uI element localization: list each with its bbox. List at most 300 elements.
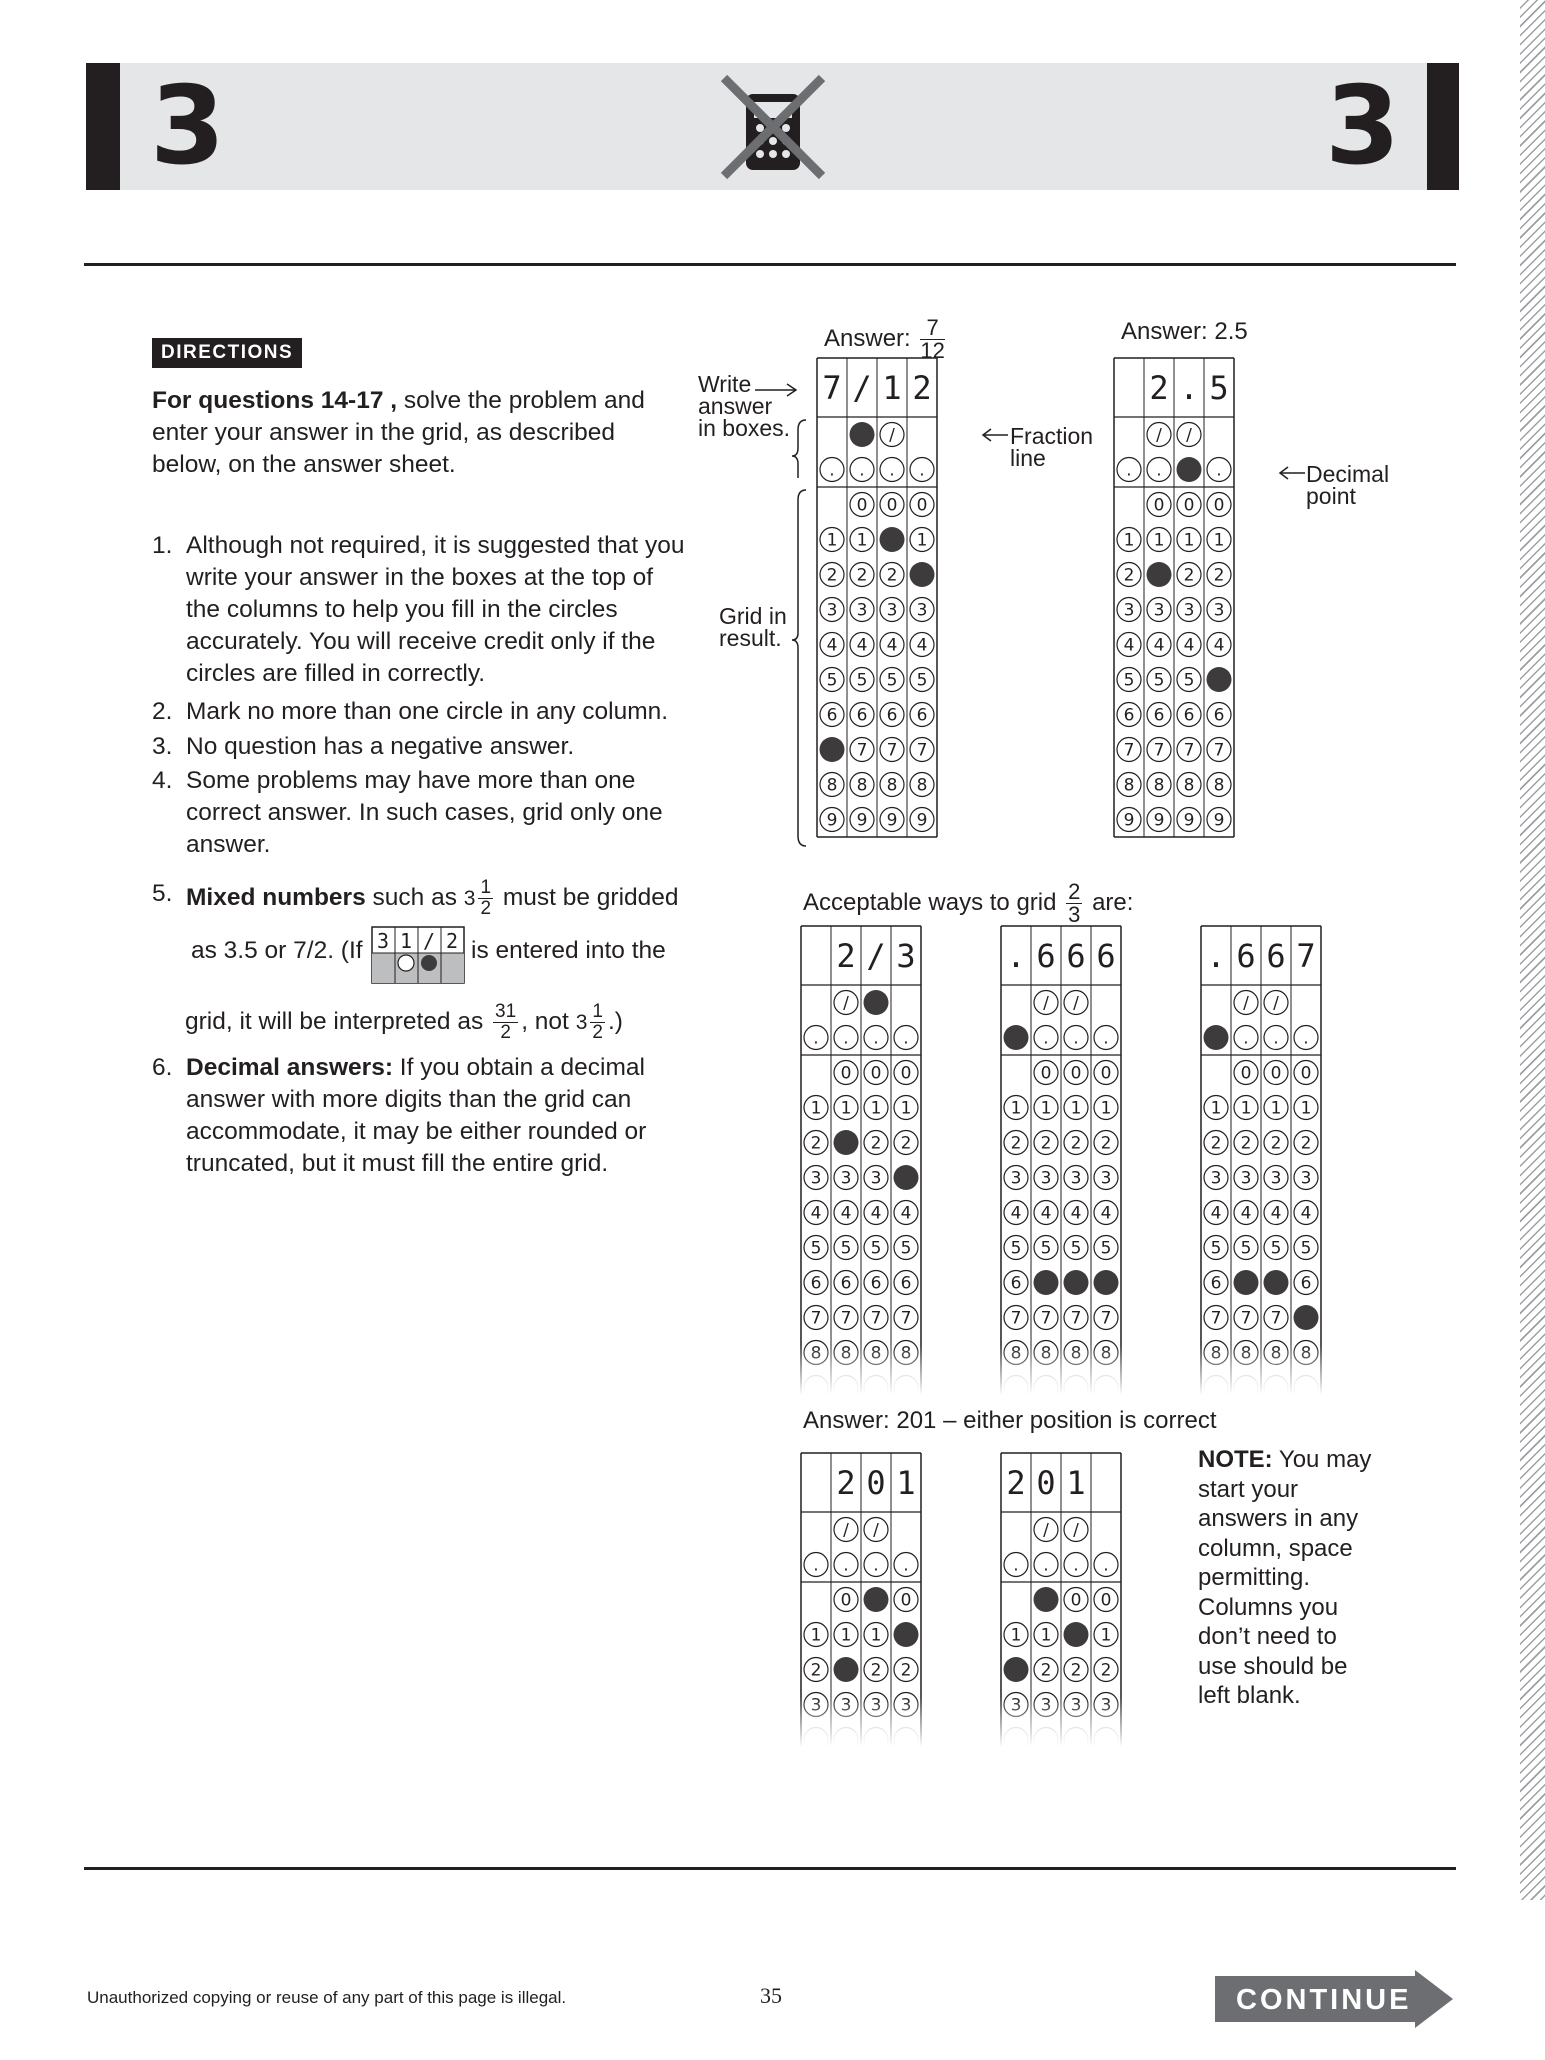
rule-5-line3b: , not — [521, 1007, 569, 1035]
svg-text:2: 2 — [886, 565, 898, 586]
svg-text:6: 6 — [1210, 1273, 1222, 1294]
rule-number: 5. — [152, 880, 173, 907]
svg-text:5: 5 — [1070, 1238, 1082, 1259]
svg-text:8: 8 — [1183, 775, 1195, 796]
svg-text:3: 3 — [1213, 600, 1225, 621]
answer-box-char: 6 — [1066, 937, 1086, 975]
svg-text:2: 2 — [1123, 565, 1135, 586]
svg-text:7: 7 — [1153, 740, 1165, 761]
svg-text:9: 9 — [886, 810, 898, 831]
svg-text:/: / — [1073, 1520, 1079, 1541]
frac-num: 7 — [920, 317, 944, 340]
svg-text:6: 6 — [1300, 1273, 1312, 1294]
svg-text:7: 7 — [1183, 740, 1195, 761]
directions-intro — [152, 385, 682, 481]
svg-text:1: 1 — [1070, 1098, 1082, 1119]
svg-text:8: 8 — [826, 775, 838, 796]
svg-text:3: 3 — [1210, 1168, 1222, 1189]
rule-text — [186, 1052, 692, 1180]
answer-box-char: 0 — [1036, 1464, 1056, 1502]
mixed-whole: 3 — [463, 886, 476, 910]
svg-text:1: 1 — [870, 1098, 882, 1119]
rule-number: 3. — [152, 733, 173, 760]
svg-text:.: . — [873, 1555, 879, 1576]
answer-box-char: / — [866, 937, 886, 975]
svg-text:2: 2 — [1240, 1133, 1252, 1154]
rule-number: 4. — [152, 767, 173, 794]
note-text: You may start your answers in any column, space permitting. Columns you don’t need to use should be left blank. — [1198, 1446, 1372, 1709]
mini-box-4: 2 — [445, 929, 459, 953]
svg-text:5: 5 — [856, 670, 868, 691]
note-line: answer — [698, 393, 773, 419]
svg-text:4: 4 — [900, 1203, 912, 1224]
svg-text:8: 8 — [886, 775, 898, 796]
answer-box-char: 2 — [1006, 1464, 1026, 1502]
answer-box-char: 3 — [896, 937, 916, 975]
frac-den: 2 — [480, 898, 492, 919]
svg-text:3: 3 — [886, 600, 898, 621]
svg-text:3: 3 — [1100, 1168, 1112, 1189]
svg-text:6: 6 — [900, 1273, 912, 1294]
svg-text:6: 6 — [916, 705, 928, 726]
svg-text:.: . — [1216, 460, 1222, 481]
svg-text:0: 0 — [1183, 495, 1195, 516]
svg-text:3: 3 — [856, 600, 868, 621]
svg-text:2: 2 — [1040, 1133, 1052, 1154]
svg-text:5: 5 — [1240, 1238, 1252, 1259]
svg-text:4: 4 — [916, 635, 928, 656]
intro-text: solve the problem and enter your answer in the grid, as described below, on the answer sheet. — [152, 387, 645, 478]
svg-text:1: 1 — [1213, 530, 1225, 551]
note-block — [1198, 1445, 1378, 1711]
svg-text:2: 2 — [1040, 1660, 1052, 1681]
svg-text:7: 7 — [1010, 1308, 1022, 1329]
svg-text:.: . — [1103, 1028, 1109, 1049]
svg-text:5: 5 — [1010, 1238, 1022, 1259]
svg-text:5: 5 — [1100, 1238, 1112, 1259]
note-line: point — [1306, 483, 1356, 509]
svg-text:9: 9 — [1183, 810, 1195, 831]
svg-text:/: / — [1073, 993, 1079, 1014]
svg-text:5: 5 — [840, 1238, 852, 1259]
svg-text:9: 9 — [856, 810, 868, 831]
rule-text-b: must be gridded — [496, 883, 679, 911]
svg-text:5: 5 — [810, 1238, 822, 1259]
rule-text: Although not required, it is suggested that you write your answer in the boxes at the top of the columns to help you fill in the circles accurately. You will receive credit only if the circles are filled in correctly. — [186, 532, 685, 687]
svg-text:3: 3 — [1070, 1168, 1082, 1189]
note-line: Write — [698, 371, 752, 397]
answer-box-char: . — [1006, 937, 1026, 975]
svg-text:4: 4 — [1210, 1203, 1222, 1224]
note-line: Grid in — [719, 603, 787, 629]
svg-text:4: 4 — [1270, 1203, 1282, 1224]
grid-svg — [999, 925, 1123, 1395]
rule-number: 2. — [152, 698, 173, 725]
note-bold: NOTE: — [1198, 1446, 1273, 1473]
svg-text:0: 0 — [1100, 1590, 1112, 1611]
answer-grid-666 — [999, 925, 1123, 1395]
svg-text:.: . — [1243, 1028, 1249, 1049]
svg-text:4: 4 — [870, 1203, 882, 1224]
grid-svg — [815, 357, 939, 839]
arrow-left-icon — [1278, 465, 1306, 486]
answer-grid-667 — [1199, 925, 1323, 1395]
svg-text:1: 1 — [1183, 530, 1195, 551]
svg-text:/: / — [1156, 425, 1162, 446]
rule-text-a: such as — [365, 883, 464, 911]
acceptable-text-a: Acceptable ways to grid — [803, 888, 1057, 916]
answer-2-5-label: Answer: 2.5 — [1121, 318, 1248, 345]
answer-label: Answer: — [824, 324, 911, 352]
svg-text:3: 3 — [1240, 1168, 1252, 1189]
svg-text:5: 5 — [1300, 1238, 1312, 1259]
svg-text:1: 1 — [1300, 1098, 1312, 1119]
svg-text:7: 7 — [870, 1308, 882, 1329]
svg-text:9: 9 — [1213, 810, 1225, 831]
answer-grid-201-left — [999, 1452, 1123, 1747]
svg-text:1: 1 — [840, 1625, 852, 1646]
svg-text:3: 3 — [1300, 1168, 1312, 1189]
svg-text:0: 0 — [916, 495, 928, 516]
answer-box-char: 6 — [1236, 937, 1256, 975]
svg-text:3: 3 — [1153, 600, 1165, 621]
acceptable-ways-label — [803, 881, 1133, 926]
frac-den: 12 — [920, 338, 945, 363]
svg-text:1: 1 — [826, 530, 838, 551]
svg-text:1: 1 — [810, 1098, 822, 1119]
note-line: Decimal — [1306, 461, 1390, 487]
svg-text:7: 7 — [1123, 740, 1135, 761]
note-line: in boxes. — [698, 415, 791, 441]
svg-text:0: 0 — [1240, 1063, 1252, 1084]
svg-text:7: 7 — [840, 1308, 852, 1329]
margin-hatch — [1520, 0, 1545, 1900]
answer-box-char: 7 — [822, 369, 842, 407]
svg-text:.: . — [1103, 1555, 1109, 1576]
rule-5-line2a: as 3.5 or 7/2. (If — [191, 937, 363, 964]
arrow-left-icon — [981, 427, 1009, 448]
svg-text:2: 2 — [870, 1133, 882, 1154]
grid-svg — [1199, 925, 1323, 1395]
svg-text:.: . — [889, 460, 895, 481]
svg-text:.: . — [1273, 1028, 1279, 1049]
svg-text:6: 6 — [840, 1273, 852, 1294]
svg-text:0: 0 — [1213, 495, 1225, 516]
svg-text:.: . — [859, 460, 865, 481]
svg-text:4: 4 — [1213, 635, 1225, 656]
svg-text:4: 4 — [1100, 1203, 1112, 1224]
svg-text:1: 1 — [1040, 1625, 1052, 1646]
svg-text:0: 0 — [1153, 495, 1165, 516]
no-calculator-icon — [718, 72, 828, 184]
svg-text:1: 1 — [1040, 1098, 1052, 1119]
svg-text:3: 3 — [810, 1168, 822, 1189]
rule-5-line3a: grid, it will be interpreted as — [185, 1007, 484, 1035]
svg-text:0: 0 — [1300, 1063, 1312, 1084]
svg-text:6: 6 — [1183, 705, 1195, 726]
acceptable-text-b: are: — [1092, 888, 1134, 916]
svg-text:6: 6 — [810, 1273, 822, 1294]
frac-den: 3 — [1068, 902, 1081, 927]
svg-text:2: 2 — [1100, 1660, 1112, 1681]
note-line: result. — [719, 625, 782, 651]
svg-text:2: 2 — [1070, 1660, 1082, 1681]
rule-5-line3 — [185, 1002, 623, 1043]
svg-text:5: 5 — [916, 670, 928, 691]
svg-text:6: 6 — [1153, 705, 1165, 726]
svg-text:5: 5 — [1270, 1238, 1282, 1259]
mixed-fraction-2 — [590, 1002, 605, 1043]
decimal-answers-bold: Decimal answers: — [186, 1054, 393, 1081]
svg-text:0: 0 — [1070, 1063, 1082, 1084]
answer-box-char: 6 — [1036, 937, 1056, 975]
svg-text:7: 7 — [916, 740, 928, 761]
svg-text:1: 1 — [1153, 530, 1165, 551]
svg-text:4: 4 — [1240, 1203, 1252, 1224]
grid-svg — [799, 925, 923, 1395]
svg-text:3: 3 — [1183, 600, 1195, 621]
grid-svg — [799, 1452, 923, 1747]
top-rule — [84, 263, 1456, 266]
mini-box-1: 3 — [376, 929, 390, 953]
answer-box-char: . — [1206, 937, 1226, 975]
svg-text:1: 1 — [1240, 1098, 1252, 1119]
svg-text:6: 6 — [1010, 1273, 1022, 1294]
answer-box-char: . — [1179, 369, 1199, 407]
mixed-whole-2: 3 — [575, 1010, 588, 1034]
svg-text:1: 1 — [900, 1098, 912, 1119]
svg-text:8: 8 — [916, 775, 928, 796]
svg-text:9: 9 — [1153, 810, 1165, 831]
svg-text:7: 7 — [886, 740, 898, 761]
mini-box-2: 1 — [399, 929, 413, 953]
svg-text:4: 4 — [886, 635, 898, 656]
mixed-fraction — [478, 878, 493, 919]
section-number-left: 3 — [150, 64, 226, 189]
page-number: 35 — [760, 1983, 782, 2008]
grid-svg — [1112, 357, 1236, 839]
svg-text:4: 4 — [1010, 1203, 1022, 1224]
svg-text:.: . — [1156, 460, 1162, 481]
rule-5-line2b: is entered into the — [471, 937, 666, 964]
svg-text:4: 4 — [840, 1203, 852, 1224]
answer-fraction — [920, 317, 944, 362]
svg-text:3: 3 — [826, 600, 838, 621]
svg-text:5: 5 — [886, 670, 898, 691]
frac-den: 2 — [500, 1022, 511, 1043]
svg-text:9: 9 — [916, 810, 928, 831]
svg-text:7: 7 — [900, 1308, 912, 1329]
svg-text:0: 0 — [1070, 1590, 1082, 1611]
svg-text:.: . — [903, 1028, 909, 1049]
answer-box-char: 0 — [866, 1464, 886, 1502]
directions-label: DIRECTIONS — [152, 338, 302, 368]
rule-text: Mark no more than one circle in any column. — [186, 698, 669, 725]
svg-text:8: 8 — [1213, 775, 1225, 796]
svg-text:.: . — [919, 460, 925, 481]
svg-text:1: 1 — [1010, 1098, 1022, 1119]
note-line: Fraction — [1010, 423, 1094, 449]
interpreted-fraction — [493, 1002, 518, 1043]
svg-text:.: . — [1013, 1555, 1019, 1576]
svg-text:6: 6 — [826, 705, 838, 726]
svg-text:0: 0 — [1270, 1063, 1282, 1084]
grid-in-result-note — [719, 605, 787, 649]
svg-text:1: 1 — [1123, 530, 1135, 551]
answer-grid-2-3 — [799, 925, 923, 1395]
svg-text:3: 3 — [1010, 1168, 1022, 1189]
svg-text:.: . — [1126, 460, 1132, 481]
svg-text:4: 4 — [1123, 635, 1135, 656]
svg-text:2: 2 — [1300, 1133, 1312, 1154]
svg-text:6: 6 — [886, 705, 898, 726]
copyright-notice: Unauthorized copying or reuse of any part of this page is illegal. — [87, 1988, 567, 2007]
section-number-right: 3 — [1325, 64, 1401, 189]
svg-text:4: 4 — [810, 1203, 822, 1224]
svg-text:1: 1 — [1010, 1625, 1022, 1646]
svg-text:9: 9 — [826, 810, 838, 831]
svg-text:9: 9 — [1123, 810, 1135, 831]
bottom-rule — [84, 1867, 1456, 1870]
svg-text:2: 2 — [1070, 1133, 1082, 1154]
svg-text:1: 1 — [1100, 1625, 1112, 1646]
svg-text:6: 6 — [1123, 705, 1135, 726]
svg-text:0: 0 — [1100, 1063, 1112, 1084]
svg-text:/: / — [889, 425, 895, 446]
svg-text:0: 0 — [856, 495, 868, 516]
svg-text:/: / — [873, 1520, 879, 1541]
answer-box-char: 1 — [1066, 1464, 1086, 1502]
svg-text:4: 4 — [856, 635, 868, 656]
svg-text:8: 8 — [1153, 775, 1165, 796]
mixed-numbers-bold: Mixed numbers — [186, 883, 366, 911]
svg-text:.: . — [813, 1028, 819, 1049]
svg-text:.: . — [903, 1555, 909, 1576]
svg-text:2: 2 — [1213, 565, 1225, 586]
svg-text:.: . — [843, 1555, 849, 1576]
answer-box-char: 1 — [882, 369, 902, 407]
brace-icon — [790, 418, 810, 853]
svg-text:7: 7 — [1100, 1308, 1112, 1329]
svg-text:5: 5 — [1123, 670, 1135, 691]
answer-box-char: 5 — [1209, 369, 1229, 407]
answer-box-char: 2 — [912, 369, 932, 407]
svg-text:.: . — [1073, 1555, 1079, 1576]
svg-text:0: 0 — [900, 1063, 912, 1084]
svg-text:3: 3 — [916, 600, 928, 621]
svg-text:/: / — [1186, 425, 1192, 446]
answer-box-char: / — [852, 369, 872, 407]
svg-text:/: / — [1243, 993, 1249, 1014]
svg-text:0: 0 — [1040, 1063, 1052, 1084]
answer-box-char: 2 — [1149, 369, 1169, 407]
svg-text:7: 7 — [1040, 1308, 1052, 1329]
svg-text:7: 7 — [810, 1308, 822, 1329]
svg-text:.: . — [843, 1028, 849, 1049]
svg-text:4: 4 — [826, 635, 838, 656]
answer-box-char: 2 — [836, 937, 856, 975]
svg-text:2: 2 — [1270, 1133, 1282, 1154]
svg-text:.: . — [813, 1555, 819, 1576]
svg-text:5: 5 — [870, 1238, 882, 1259]
svg-text:2: 2 — [870, 1660, 882, 1681]
frac-den: 2 — [592, 1022, 603, 1043]
svg-text:2: 2 — [1100, 1133, 1112, 1154]
svg-text:/: / — [1273, 993, 1279, 1014]
svg-text:.: . — [829, 460, 835, 481]
answer-box-char: 6 — [1266, 937, 1286, 975]
svg-text:4: 4 — [1183, 635, 1195, 656]
acceptable-fraction — [1066, 881, 1082, 926]
svg-text:0: 0 — [840, 1590, 852, 1611]
svg-text:3: 3 — [1040, 1168, 1052, 1189]
svg-text:4: 4 — [1300, 1203, 1312, 1224]
svg-text:.: . — [1303, 1028, 1309, 1049]
answer-box-char: 2 — [836, 1464, 856, 1502]
svg-text:6: 6 — [856, 705, 868, 726]
fraction-line-note — [1010, 425, 1093, 469]
answer-201-label: Answer: 201 – either position is correct — [803, 1407, 1217, 1434]
frac-num: 2 — [1068, 879, 1081, 904]
rule-text — [186, 878, 692, 919]
svg-text:6: 6 — [1213, 705, 1225, 726]
continue-label: CONTINUE — [1236, 1984, 1412, 2016]
svg-text:6: 6 — [870, 1273, 882, 1294]
svg-text:4: 4 — [1040, 1203, 1052, 1224]
answer-box-char: 1 — [896, 1464, 916, 1502]
svg-text:2: 2 — [856, 565, 868, 586]
frac-num: 1 — [480, 877, 492, 898]
svg-text:5: 5 — [1183, 670, 1195, 691]
svg-text:1: 1 — [870, 1625, 882, 1646]
svg-text:/: / — [843, 1520, 849, 1541]
svg-text:7: 7 — [1213, 740, 1225, 761]
grid-svg — [999, 1452, 1123, 1747]
svg-text:7: 7 — [1070, 1308, 1082, 1329]
answer-grid-2-5 — [1112, 357, 1236, 839]
svg-text:1: 1 — [856, 530, 868, 551]
rule-5-line3c: .) — [607, 1007, 623, 1035]
svg-text:2: 2 — [1183, 565, 1195, 586]
intro-bold: For questions 14-17 , — [152, 387, 398, 414]
svg-text:0: 0 — [840, 1063, 852, 1084]
svg-text:4: 4 — [1153, 635, 1165, 656]
svg-text:/: / — [1043, 993, 1049, 1014]
mini-grid-31-2 — [371, 926, 465, 989]
svg-text:1: 1 — [1210, 1098, 1222, 1119]
decimal-point-note — [1306, 463, 1389, 507]
svg-text:0: 0 — [886, 495, 898, 516]
svg-text:5: 5 — [1210, 1238, 1222, 1259]
svg-text:0: 0 — [870, 1063, 882, 1084]
svg-text:.: . — [873, 1028, 879, 1049]
svg-text:1: 1 — [916, 530, 928, 551]
answer-grid-201-right — [799, 1452, 923, 1747]
svg-text:1: 1 — [840, 1098, 852, 1119]
svg-text:2: 2 — [810, 1660, 822, 1681]
svg-text:7: 7 — [1210, 1308, 1222, 1329]
svg-text:/: / — [1043, 1520, 1049, 1541]
svg-text:2: 2 — [1210, 1133, 1222, 1154]
svg-text:8: 8 — [1123, 775, 1135, 796]
svg-text:0: 0 — [900, 1590, 912, 1611]
answer-7-12-label — [824, 317, 948, 362]
svg-text:3: 3 — [870, 1168, 882, 1189]
svg-text:5: 5 — [1153, 670, 1165, 691]
svg-text:/: / — [843, 993, 849, 1014]
svg-text:7: 7 — [1240, 1308, 1252, 1329]
svg-text:5: 5 — [1040, 1238, 1052, 1259]
